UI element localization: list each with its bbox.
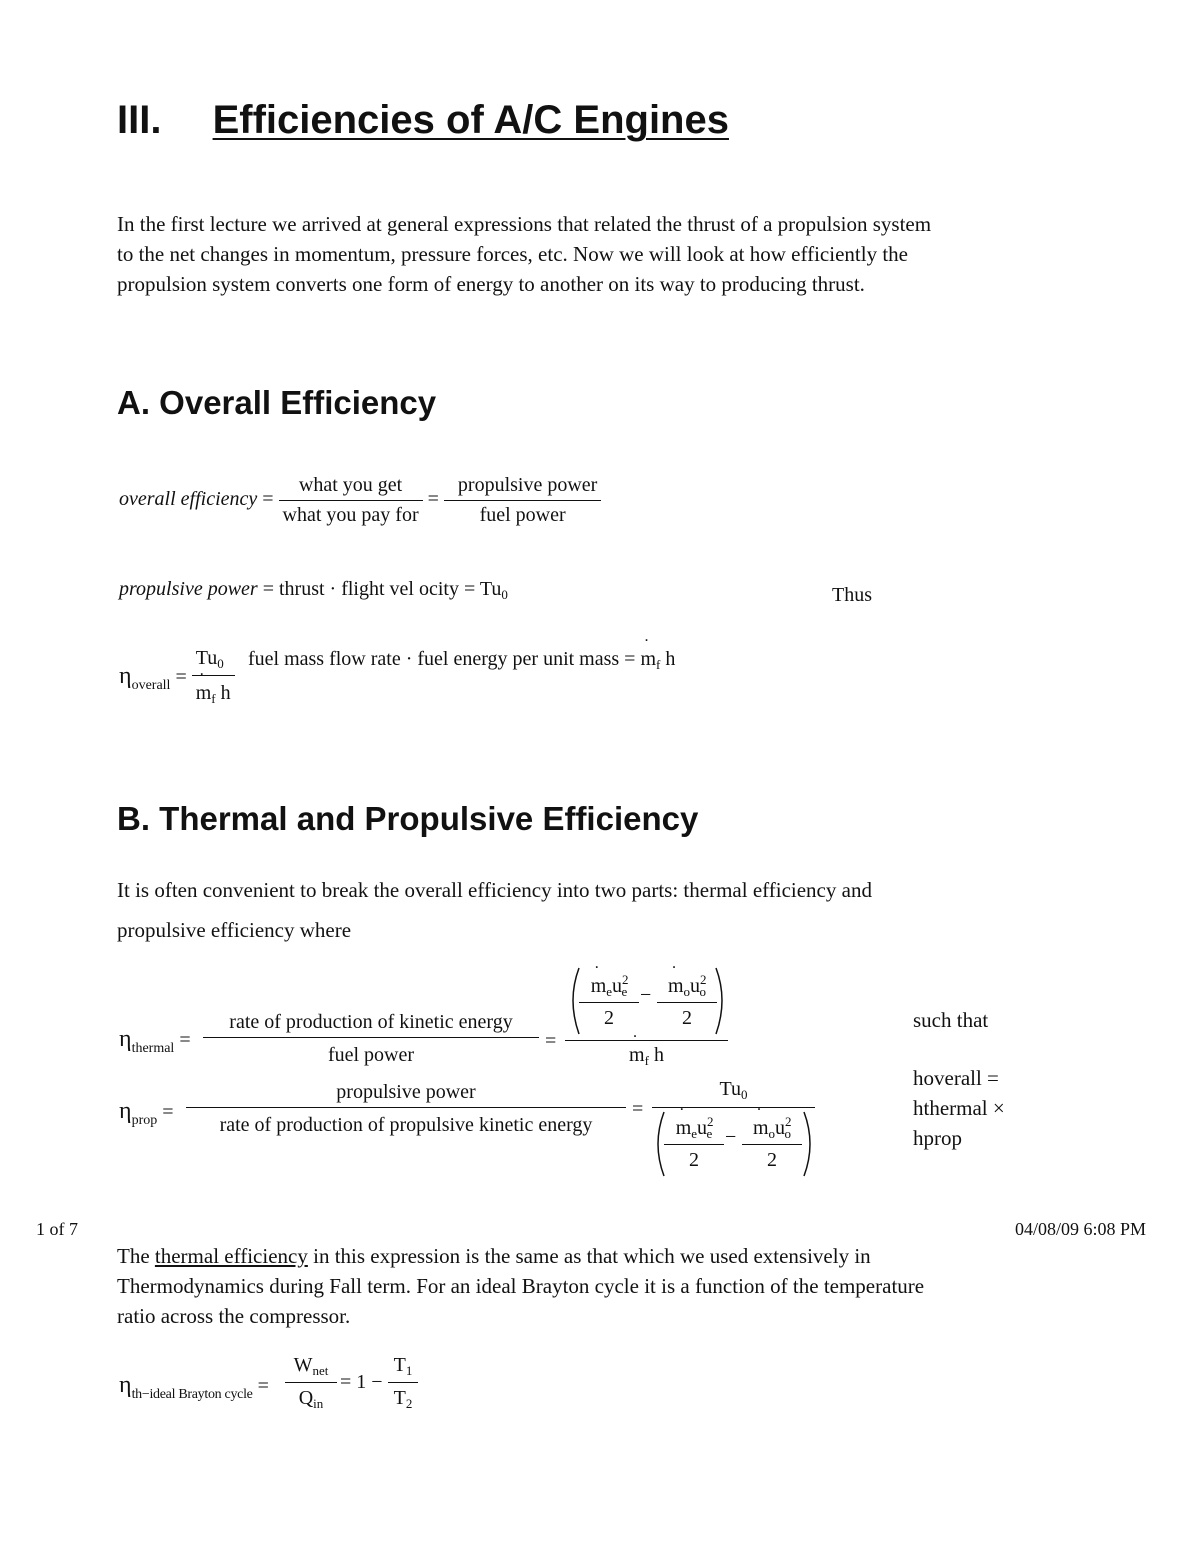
fraction: $\frac{\text{propulsive power}}{\text{fuel power}}$ bbox=[444, 474, 601, 527]
prop-fraction: propulsive power rate of production of propulsive kinetic energy bbox=[186, 1081, 626, 1137]
para-line: ratio across the compressor. bbox=[117, 1304, 351, 1328]
fraction: $\frac{Tu_0}{m ˙_f h}$ bbox=[192, 647, 235, 707]
para-line: The thermal efficiency in this expression is the same as that which we used extensively in bbox=[117, 1244, 871, 1268]
page-number: 1 of 7 bbox=[36, 1219, 78, 1239]
eta-prop-label: $\eta_{prop}$ = bbox=[119, 1098, 174, 1128]
title-text: Efficiencies of A/C Engines bbox=[212, 98, 729, 142]
eta-thermal-label: $\eta_{thermal}$ = bbox=[119, 1026, 191, 1056]
fraction-bar bbox=[565, 1040, 728, 1041]
thus-label: Thus bbox=[832, 584, 872, 606]
thermal-fraction: rate of production of kinetic energy fuel power bbox=[203, 1011, 539, 1067]
fraction: m $˙_ou^2_o$ 2 bbox=[742, 1114, 802, 1172]
kinetic-energy-denominator: m $˙_eu^2_e$ 2 − m $˙_ou^2_o$ 2 bbox=[652, 1108, 817, 1180]
intro-paragraph bbox=[117, 209, 1117, 299]
equals-sign: = bbox=[545, 1030, 557, 1052]
section-b-paragraph bbox=[117, 870, 1117, 950]
print-timestamp: 04/08/09 6:08 PM bbox=[1015, 1219, 1147, 1239]
temperature-ratio-fraction: $T_1$ $T_2$ bbox=[388, 1354, 418, 1412]
section-b-heading: B. Thermal and Propulsive Efficiency bbox=[117, 800, 699, 837]
intro-line: to the net changes in momentum, pressure forces, etc. Now we will look at how efficiently the bbox=[117, 242, 908, 266]
para-line: It is often convenient to break the overall efficiency into two parts: thermal efficiency and bbox=[117, 878, 872, 902]
para-line: Thermodynamics during Fall term. For an ideal Brayton cycle it is a function of the temperature bbox=[117, 1274, 925, 1298]
equals-sign: = bbox=[632, 1098, 644, 1120]
prop-rhs-numerator: $Tu_0$ bbox=[719, 1078, 748, 1102]
eta-overall-equation: $\eta_{overall}$ = $\frac{Tu_0}{m ˙_f h}$ bbox=[119, 647, 235, 707]
kinetic-energy-numerator: m $˙_eu^2_e$ 2 − m $˙_ou^2_o$ 2 bbox=[565, 962, 730, 1042]
intro-line: In the first lecture we arrived at general expressions that related the thrust of a propulsion system bbox=[117, 212, 932, 236]
para-line: propulsive efficiency where bbox=[117, 918, 352, 942]
section-a-heading: A. Overall Efficiency bbox=[117, 384, 437, 421]
energy-note: fuel mass flow rate · fuel energy per unit mass = m $˙_f$ h bbox=[248, 648, 675, 673]
fraction: m $˙_eu^2_e$ 2 bbox=[579, 972, 639, 1030]
title-numeral: III. bbox=[117, 98, 162, 142]
such-that-label: such that bbox=[913, 1008, 989, 1032]
work-heat-fraction: $W_{net}$ $Q_{in}$ bbox=[285, 1354, 337, 1412]
overall-efficiency-equation: overall efficiency = $\frac{\text{what you get}}{\text{what you pay for}}$ = $\frac{\text{propulsive power}}{\text{fuel power}}$ bbox=[119, 474, 601, 527]
closing-paragraph bbox=[117, 1241, 1117, 1331]
efficiency-relation: hoverall = hthermal × hprop bbox=[913, 1066, 1005, 1150]
eq-lhs: overall efficiency bbox=[119, 488, 258, 511]
fuel-power-denominator: m $˙_f$ h bbox=[565, 1044, 728, 1069]
fraction: m $˙_eu^2_e$ 2 bbox=[664, 1114, 724, 1172]
fraction: $\frac{\text{what you get}}{\text{what you pay for}}$ bbox=[279, 474, 423, 527]
page-title bbox=[117, 98, 729, 143]
intro-line: propulsion system converts one form of energy to another on its way to producing thrust. bbox=[117, 272, 865, 296]
thermal-efficiency-link[interactable]: thermal efficiency bbox=[154, 1244, 308, 1268]
propulsive-power-equation: propulsive power = thrust · flight vel ocity = $Tu_0$ bbox=[119, 578, 508, 602]
fraction: m $˙_ou^2_o$ 2 bbox=[657, 972, 717, 1030]
brayton-efficiency-equation: $\eta_{th-ideal Brayton cycle}$ = bbox=[119, 1372, 269, 1402]
one-minus: = 1 − bbox=[340, 1371, 383, 1393]
